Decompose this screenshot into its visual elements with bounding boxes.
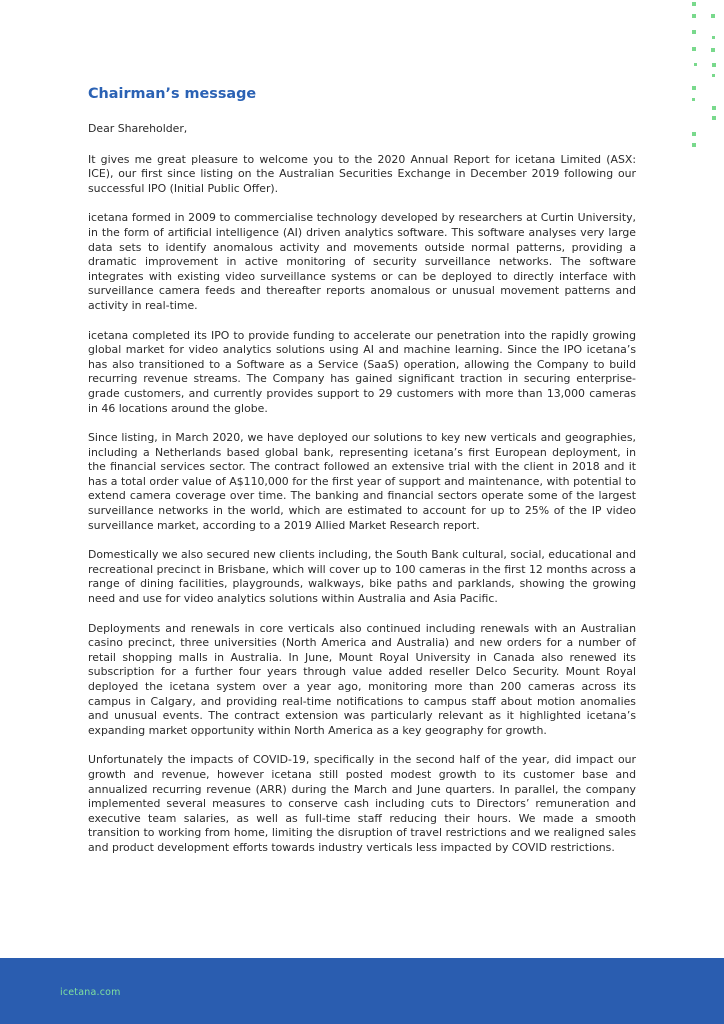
letter-body [88,122,636,871]
decorative-dot [712,106,716,110]
paragraph-company-background: icetana formed in 2009 to commercialise technology developed by researchers at Curtin University, in the form of artificial intelligence (AI) driven analytics software. This software analyses very large data sets to identify anomalous activity and movements outside normal patterns, providing a dramatic improvement in active monitoring of security surveillance networks. The software integrates with existing video surveillance systems or can be deployed to directly interface with surveillance camera feeds and thereafter reports anomalous or unusual movement patterns and activity in real-time. [88,211,636,312]
decorative-dot [692,47,696,51]
paragraph-domestic-clients: Domestically we also secured new clients including, the South Bank cultural, social, educational and recreational precinct in Brisbane, which will cover up to 100 cameras in the first 12 months across a range of dining facilities, playgrounds, walkways, bike paths and parklands, showing the growing need and use for video analytics solutions within Australia and Asia Pacific. [88,548,636,606]
paragraph-covid-impact: Unfortunately the impacts of COVID-19, specifically in the second half of the year, did impact our growth and revenue, however icetana still posted modest growth to its customer base and annualized recurring revenue (ARR) during the March and June quarters. In parallel, the company implemented several measures to conserve cash including cuts to Directors’ remuneration and executive team salaries, as well as full-time staff reducing their hours. We made a smooth transition to working from home, limiting the disruption of travel restrictions and we realigned sales and product development efforts towards industry verticals less impacted by COVID restrictions. [88,753,636,854]
decorative-dot [712,36,715,39]
decorative-dot [711,14,715,18]
decorative-dot [712,116,716,120]
decorative-dot [712,74,715,77]
page-title: Chairman’s message [88,86,257,102]
footer-bar [0,958,724,1024]
footer-website-link[interactable]: icetana.com [60,987,121,998]
decorative-dot [711,48,715,52]
decorative-dot [692,30,696,34]
decorative-dot-pattern [664,0,724,160]
paragraph-ipo: icetana completed its IPO to provide funding to accelerate our penetration into the rapidly growing global market for video analytics solutions using AI and machine learning. Since the IPO icetana’s has also transitioned to a Software as a Service (SaaS) operation, allowing the Company to build recurring revenue streams. The Company has gained significant traction in securing enterprise-grade customers, and currently provides support to 29 customers with more than 13,000 cameras in 46 locations around the globe. [88,328,636,415]
decorative-dot [692,14,696,18]
paragraph-new-verticals: Since listing, in March 2020, we have deployed our solutions to key new verticals and geographies, including a Netherlands based global bank, representing icetana’s first European deployment, in the financial services sector. The contract followed an extensive trial with the client in 2018 and it has a total order value of A$110,000 for the first year of support and maintenance, with potential to extend camera coverage over time. The banking and financial sectors operate some of the largest surveillance networks in the world, which are estimated to account for up to 25% of the IP video surveillance market, according to a 2019 Allied Market Research report. [88,431,636,532]
decorative-dot [694,63,697,66]
paragraph-renewals: Deployments and renewals in core verticals also continued including renewals with an Australian casino precinct, three universities (North America and Australia) and new orders for a number of retail shopping malls in Australia. In June, Mount Royal University in Canada also renewed its subscription for a further four years through value added reseller Delco Security. Mount Royal deployed the icetana system over a year ago, monitoring more than 200 cameras across its campus in Calgary, and providing real-time notifications to campus staff about motion anomalies and unusual events. The contract extension was particularly relevant as it highlighted icetana’s expanding market opportunity within North America as a key geography for growth. [88,621,636,737]
salutation: Dear Shareholder, [88,122,188,135]
decorative-dot [692,143,696,147]
paragraph-welcome: It gives me great pleasure to welcome you to the 2020 Annual Report for icetana Limited (ASX: ICE), our first since listing on the Australian Securities Exchange in December 2019 following our successful IPO (Initial Public Offer). [88,152,636,195]
decorative-dot [712,63,716,67]
decorative-dot [692,86,696,90]
decorative-dot [692,98,695,101]
decorative-dot [692,2,696,6]
decorative-dot [692,132,696,136]
